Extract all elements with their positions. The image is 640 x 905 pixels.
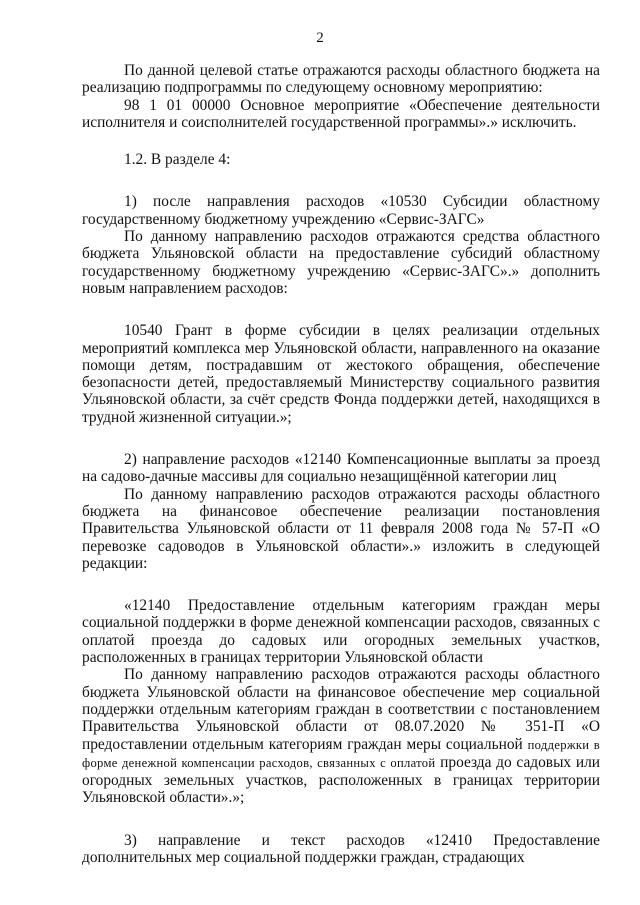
- paragraph-item-1: 1) после направления расходов «10530 Субсидии областному государственному бюджетному учреждению «Сервис-ЗАГС»: [82, 193, 600, 228]
- paragraph-item-2: 2) направление расходов «12140 Компенсационные выплаты за проезд на садово-дачные массивы для социально незащищённой категории лиц: [82, 451, 600, 486]
- section-heading: 1.2. В разделе 4:: [124, 151, 231, 169]
- paragraph-main-event-excluded: 98 1 01 00000 Основное мероприятие «Обеспечение деятельности исполнителя и соисполнителей государственной программы».» исключить.: [82, 96, 600, 131]
- paragraph-item-3: 3) направление и текст расходов «12410 Предоставление дополнительных мер социальной поддержки граждан, страдающих: [82, 831, 600, 866]
- page-number: 2: [316, 30, 324, 46]
- document-body: [82, 62, 600, 866]
- paragraph-target-article: По данной целевой статье отражаются расходы областного бюджета на реализацию подпрограммы по следующему основному мероприятию:: [82, 62, 600, 97]
- paragraph-new-12140-description: [82, 666, 600, 806]
- paragraph-item-1-description: По данному направлению расходов отражаются средства областного бюджета Ульяновской области на предоставление субсидий областному государственному бюджетному учреждению «Сервис-ЗАГС».» дополнить новым направлением расходов:: [82, 228, 600, 297]
- paragraph-text-part: проезда до садовых или огородных земельных участков, расположенных в границах территории Ульяновской области».»;: [82, 753, 600, 807]
- paragraph-small-text: поддержки в форме денежной компенсации расходов, связанных с оплатой: [82, 737, 600, 770]
- paragraph-item-2-description: По данному направлению расходов отражаются расходы областного бюджета на финансовое обеспечение реализации постановления Правительства Ульяновской области от 11 февраля 2008 года № 57-П «О перевозке садоводов в Ульяновской области».» изложить в следующей редакции:: [82, 485, 600, 572]
- paragraph-grant-10540: 10540 Грант в форме субсидии в целях реализации отдельных мероприятий комплекса мер Ульяновской области, направленного на оказание помощи детям, пострадавшим от жестокого обращения, обеспечение безопасности детей, предоставляемый Министерству социального развития Ульяновской области, за счёт средств Фонда поддержки детей, находящихся в трудной жизненной ситуации.»;: [82, 322, 600, 426]
- paragraph-text-part: По данному направлению расходов отражаются расходы областного бюджета Ульяновской области на финансовое обеспечение мер социальной поддержки отдельным категориям граждан в соответствии с постановлением Правительства Ульяновской области от 08.07.2020 № 351-П «О предоставлении отдельным категориям граждан меры социальной: [82, 666, 600, 753]
- paragraph-new-12140: «12140 Предоставление отдельным категориям граждан меры социальной поддержки в форме денежной компенсации расходов, связанных с оплатой проезда до садовых или огородных земельных участков, расположенных в границах территории Ульяновской области: [82, 597, 600, 667]
